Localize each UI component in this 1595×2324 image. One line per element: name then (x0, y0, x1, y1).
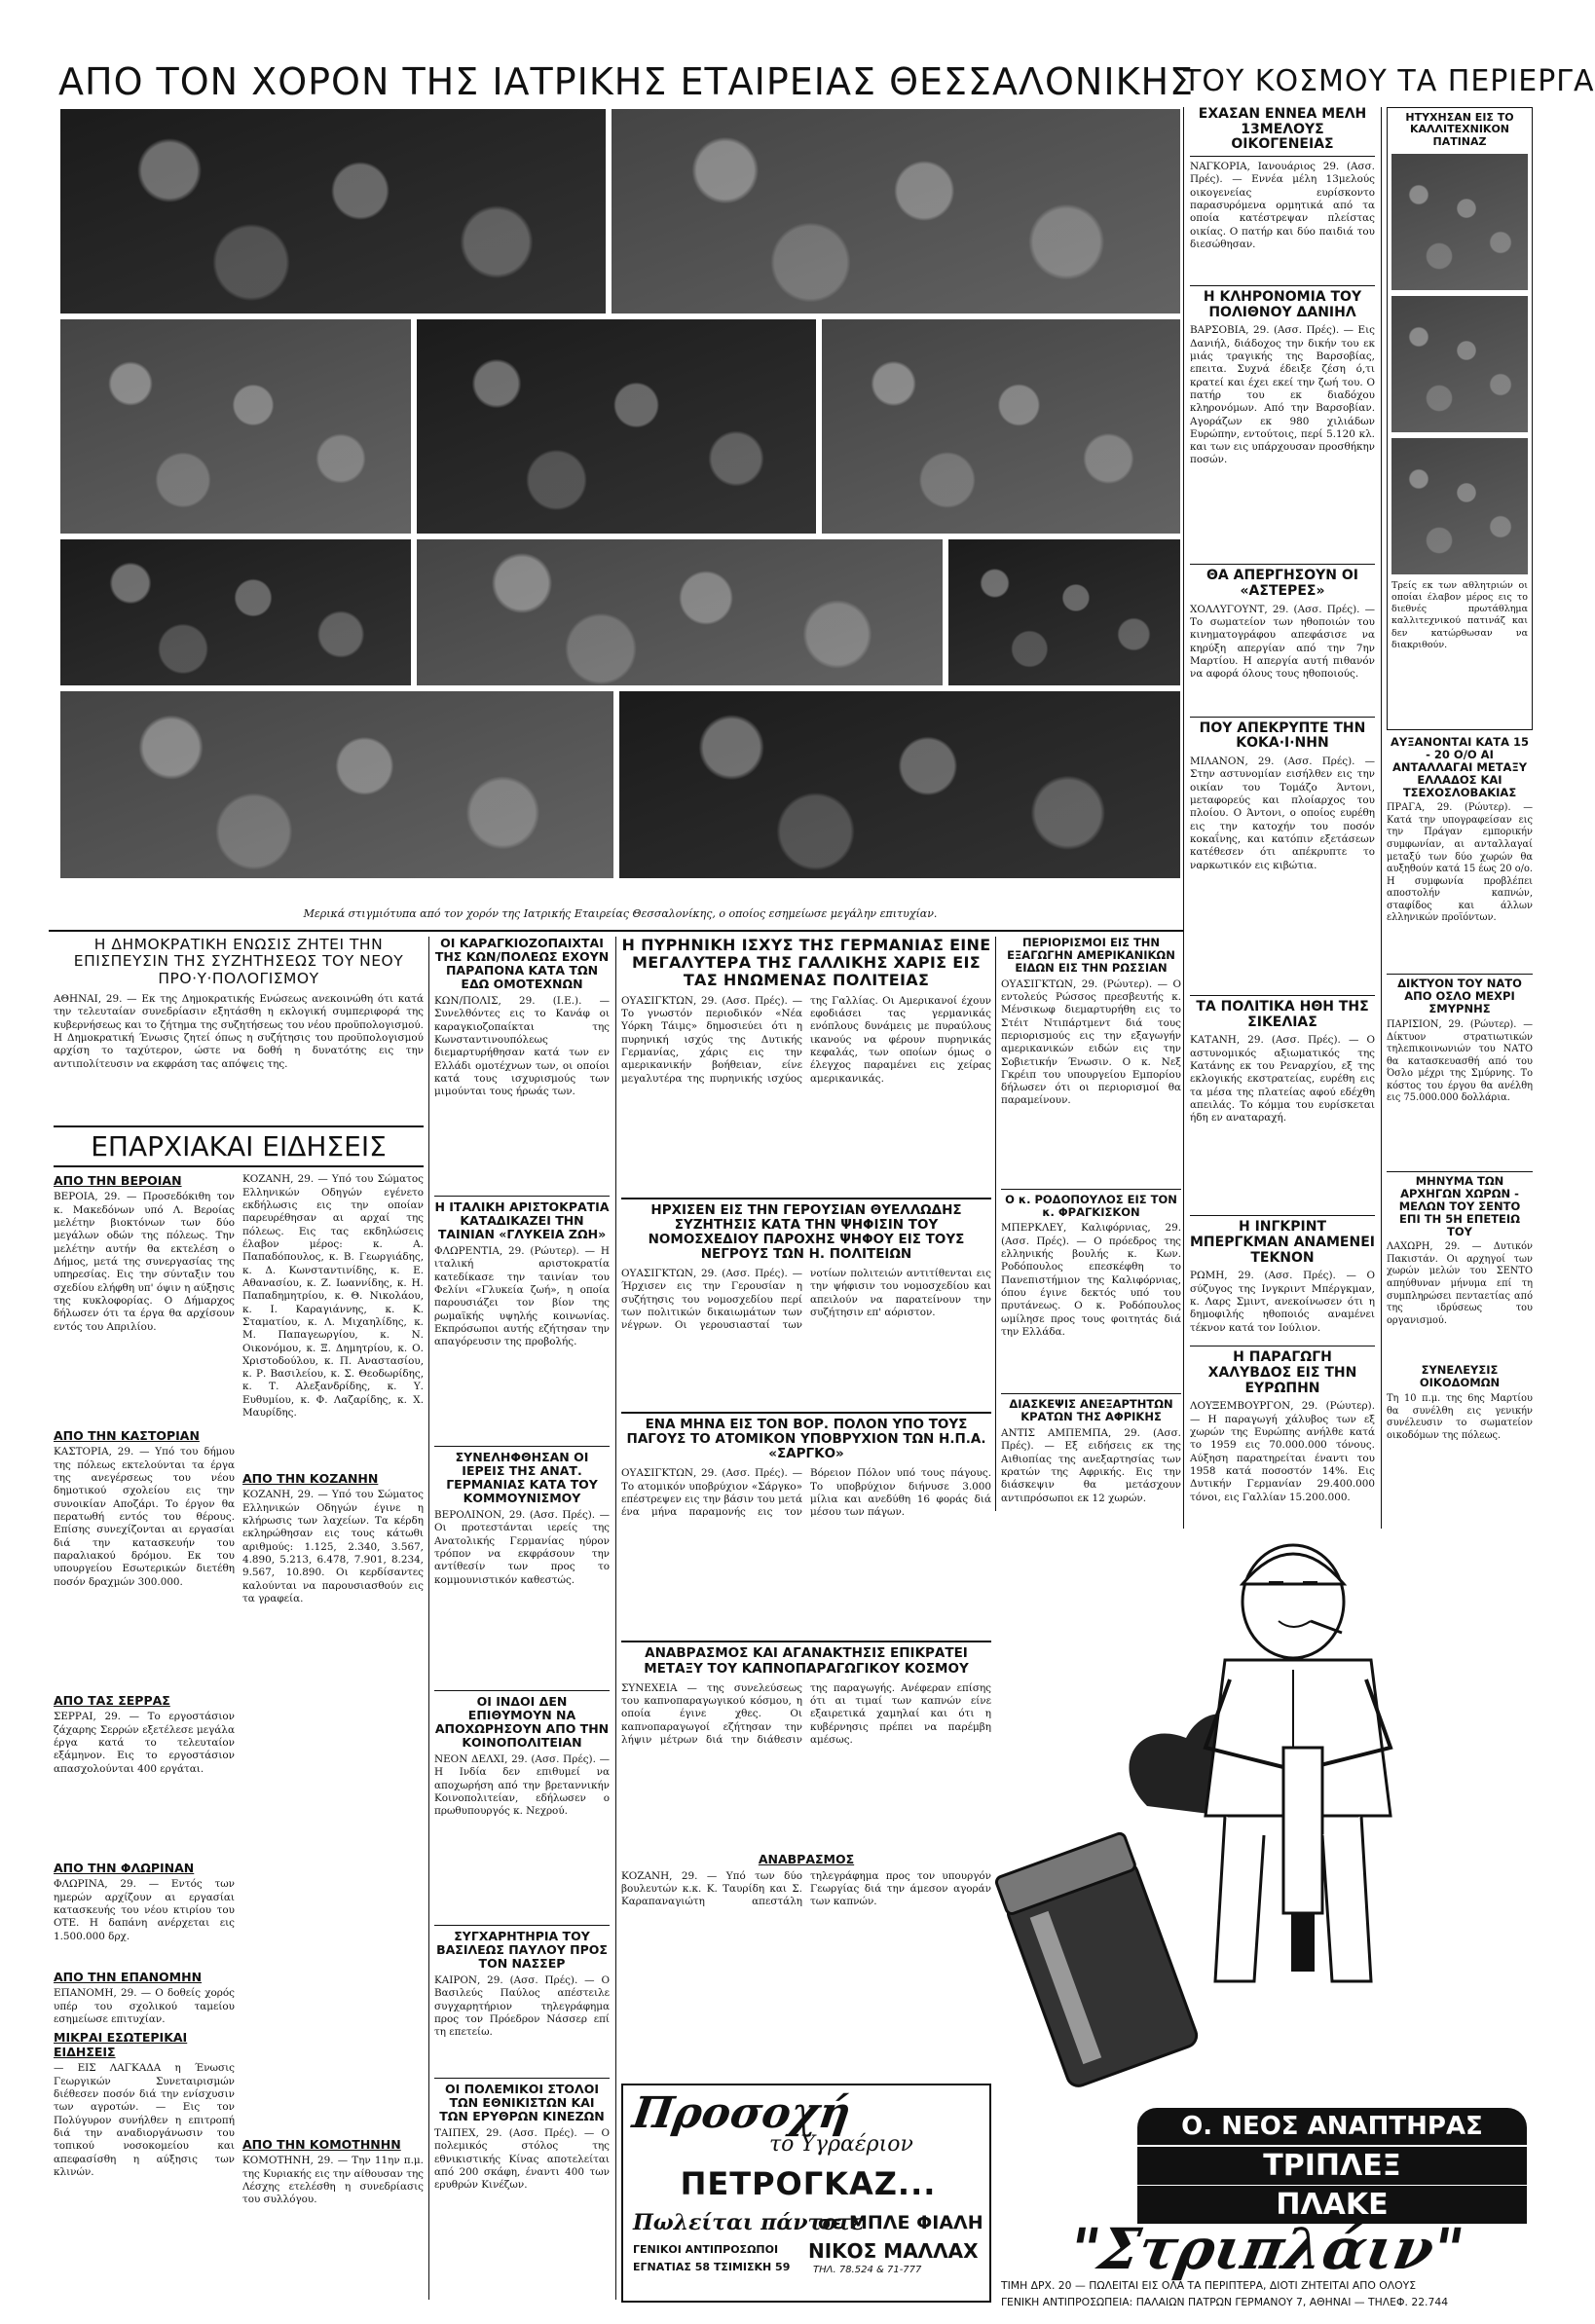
headline: ΗΡΧΙΣΕΝ ΕΙΣ ΤΗΝ ΓΕΡΟΥΣΙΑΝ ΘΥΕΛΛΩΔΗΣ ΣΥΖΗΤΗΣΙΣ ΚΑΤΑ ΤΗΝ ΨΗΦΙΣΙΝ ΤΟΥ ΝΟΜΟΣΧΕΔΙΟΥ ΠΑΡΟΧΗΣ ΨΗΦΟΥ ΕΙΣ ΤΟΥΣ ΝΕΓΡΟΥΣ ΤΩΝ Η. ΠΟΛΙΤΕΙΩΝ (621, 1198, 991, 1262)
photo-collage (60, 109, 1180, 888)
headline: ΘΑ ΑΠΕΡΓΗΣΟΥΝ ΟΙ «ΑΣΤΕΡΕΣ» (1190, 564, 1375, 599)
column-divider (995, 937, 996, 1511)
photo-caption: Μερικά στιγμιότυπα από τον χορόν της Ιατρικής Εταιρείας Θεσσαλονίκης, ο οποίος εσημείωσε μεγάλην επιτυχίαν. (303, 907, 938, 920)
subsection-title: ΑΠΟ ΤΗΝ ΦΛΩΡΙΝΑΝ (54, 1861, 195, 1876)
photo-dance-1 (60, 109, 606, 314)
ad-script-heading: Προσοχή (629, 2088, 854, 2138)
article-text: ΝΑΓΚΟΡΙΑ, Ιανουάριος 29. (Ασσ. Πρές). — Εννέα μέλη 13μελούς οικογενείας ευρίσκοντο παρασυρόμενα ορμητικά από τα οποία κατέστρεψαν πλείστας οικίας. Ο πατήρ και δύο παιδιά του διεσώθησαν. (1190, 161, 1375, 250)
article-text: ΚΟΖΑΝΗ, 29. — Υπό του Σώματος Ελληνικών Οδηγών έγινε η κλήρωσις των λαχείων. Τα κέρδη εκληρώθησαν εις τους κάτωθι αριθμούς: 1.125, 2.340, 3.567, 4.890, 5.213, 6.478, 7.901, 8.234, 9.567, 10.890. Οι κερδίσαντες καλούνται να παρουσιασθούν εις τα γραφεία. (242, 1489, 424, 1605)
headline: ΕΝΑ ΜΗΝΑ ΕΙΣ ΤΟΝ ΒΟΡ. ΠΟΛΟΝ ΥΠΟ ΤΟΥΣ ΠΑΓΟΥΣ ΤΟ ΑΤΟΜΙΚΟΝ ΥΠΟΒΡΥΧΙΟΝ ΤΩΝ Η.Π.Α. «ΣΑΡΓΚΟ» (621, 1412, 991, 1461)
headline: ΠΟΥ ΑΠΕΚΡΥΠΤΕ ΤΗΝ ΚΟΚΑ·Ι·ΝΗΝ (1190, 717, 1375, 752)
photo-caption: Τρείς εκ των αθλητριών οι οποίαι έλαβον μέρος εις το διεθνές πρωτάθλημα καλλιτεχνικού πατινάζ και δεν κατώρθωσαν να διακριθούν. (1391, 579, 1528, 650)
article-text: ΦΛΩΡΙΝΑ, 29. — Εντός των ημερών αρχίζουν αι εργασίαι κατασκευής του νέου κτιρίου του ΟΤΕ. Η δαπάνη ανέρχεται εις 1.500.000 δρχ. (54, 1878, 235, 1942)
article-text: ΤΑΙΠΕΧ, 29. (Ασσ. Πρές). — Ο πολεμικός στόλος της εθνικιστικής Κίνας αποτελείται από 200 σκάφη, έναντι 400 των ερυθρών Κινέζων. (434, 2127, 610, 2192)
article-text: ΒΑΡΣΟΒΙΑ, 29. (Ασσ. Πρές). — Εις Δανιήλ, διάδοχος την δικήν του εκ μιάς τραγικής της Βαρσοβίας, επειτα. Συχνά έδειξε ζέση ό,τι κρατεί και έχει εκεί την ζωή του. Ο πατήρ του εκ διαδόχου κληρονόμων. Από την Βαρσοβίαν. Αγοράζων εκ 980 χιλιάδων Ευρώπην, εντούτοις, περί 5.120 κλ. και των εις υπάρχουσαν προσθήκην ποσών. (1190, 324, 1375, 466)
column-divider (615, 937, 616, 2300)
headline: ΤΑ ΠΟΛΙΤΙΚΑ ΗΘΗ ΤΗΣ ΣΙΚΕΛΙΑΣ (1190, 995, 1375, 1030)
headline: ΟΙ ΙΝΔΟΙ ΔΕΝ ΕΠΙΘΥΜΟΥΝ ΝΑ ΑΠΟΧΩΡΗΣΟΥΝ ΑΠΟ ΤΗΝ ΚΟΙΝΟΠΟΛΙΤΕΙΑΝ (434, 1690, 610, 1750)
skating-box (1387, 107, 1533, 730)
photo-dance-4 (417, 319, 816, 534)
column-4 (621, 937, 991, 2076)
subsection-title: ΑΠΟ ΤΗΝ ΕΠΑΝΟΜΗΝ (54, 1970, 203, 1985)
article-text: ΜΠΕΡΚΛΕΥ, Καλιφόρνιας, 29. (Ασσ. Πρές). — Ο πρόεδρος της ελληνικής βουλής κ. Κων. Ροδόπουλος επεσκέφθη το Πανεπιστήμιον της Καλιφόρνιας, όπου έγινε δεκτός υπό του πρυτάνεως. Ο κ. Ροδόπουλος ωμίλησε προς τους φοιτητάς διά την Ελλάδα. (1001, 1222, 1181, 1338)
ad-script-sub: το Υγραέριον (769, 2132, 913, 2157)
lighter-illustration (1001, 1524, 1532, 2069)
ad-line: Πωλείται πάντοτε (633, 2210, 865, 2235)
article-text: ΚΑΙΡΟΝ, 29. (Ασσ. Πρές). — Ο Βασιλεύς Παύλος απέστειλε συγχαρητήριον τηλεγράφημα προς τον Πρόεδρον Νάσσερ επί τη επετείω. (434, 1974, 610, 2039)
article-text: ΟΥΑΣΙΓΚΤΩΝ, 29. (Ασσ. Πρές). — Ήρχισεν εις την Γερουσίαν η συζήτησις του νομοσχεδίου περί των πολιτικών δικαιωμάτων των νέγρων. Οι γερουσιασταί των νοτίων πολιτειών αντιτίθενται εις την ψήφισιν του νομοσχεδίου και απειλούν να παρατείνουν την συζήτησιν επ' αόριστον. (621, 1268, 991, 1332)
headline: ΣΥΝΕΛΗΦΘΗΣΑΝ ΟΙ ΙΕΡΕΙΣ ΤΗΣ ΑΝΑΤ. ΓΕΡΜΑΝΙΑΣ ΚΑΤΑ ΤΟΥ ΚΟΜΜΟΥΝΙΣΜΟΥ (434, 1446, 610, 1505)
photo-skater-1 (1391, 154, 1528, 290)
article-text: ΣΕΡΡΑΙ, 29. — Το εργοστάσιον ζάχαρης Σερρών εξετέλεσε μεγάλα έργα κατά το τελευταίον εξάμηνον. Εις το εργοστάσιον απασχολούνται 400 εργάται. (54, 1711, 235, 1775)
article-text: ΟΥΑΣΙΓΚΤΩΝ, 29. (Ασσ. Πρές). — Το ατομικόν υποβρύχιον «Σάργκο» επέστρεψεν εις την βάσιν του μετά ένα μήνα παραμονής εις τον Βόρειον Πόλον υπό τους πάγους. Το υποβρύχιον διήνυσε 3.000 μίλια και ανεδύθη 16 φοράς διά μέσου των πάγων. (621, 1467, 991, 1519)
subsection-title: ΑΝΑΒΡΑΣΜΟΣ (758, 1851, 855, 1866)
article-text: ΑΘΗΝΑΙ, 29. — Εκ της Δημοκρατικής Ενώσεως ανεκοινώθη ότι κατά την τελευταίαν συνεδρίασιν εξητάσθη η εκλογική συμπεριφορά της κυβερνήσεως και το ζήτημα της συζητήσεως του νέου προϋπολογισμού. Η Δημοκρατική Ένωσις ζητεί όπως η συζήτησις του προϋπολογισμού αρχίση το ταχύτερον, ώστε να δοθή η δυνατότης εις την αντιπολίτευσιν να εκφράση τας απόψεις της. (54, 993, 424, 1070)
column-divider (1183, 107, 1184, 1529)
subsection-title: ΑΠΟ ΤΑΣ ΣΕΡΡΑΣ (54, 1693, 170, 1709)
article-text: ΚΟΜΟΤΗΝΗ, 29. — Την 11ην π.μ. της Κυριακής εις την αίθουσαν της Λέσχης ετελέσθη η συνεδρίασις του συλλόγου. (242, 2155, 424, 2206)
article-text: ΝΕΟΝ ΔΕΛΧΙ, 29. (Ασσ. Πρές). — Η Ινδία δεν επιθυμεί να αποχωρήση από την βρεταννικήν Κοινοπολιτείαν, εδήλωσεν ο πρωθυπουργός κ. Νεχρού. (434, 1753, 610, 1818)
ad-agent-name: ΝΙΚΟΣ ΜΑΛΛΑΧ (808, 2239, 979, 2263)
headline: Η ΠΥΡΗΝΙΚΗ ΙΣΧΥΣ ΤΗΣ ΓΕΡΜΑΝΙΑΣ ΕΙΝΕ ΜΕΓΑΛΥΤΕΡΑ ΤΗΣ ΓΑΛΛΙΚΗΣ ΧΑΡΙΣ ΕΙΣ ΤΑΣ ΗΝΩΜΕΝΑΣ ΠΟΛΙΤΕΙΑΣ (621, 936, 991, 989)
article-text: ΛΑΧΩΡΗ, 29. — Δυτικόν Πακιστάν. Οι αρχηγοί των χωρών μελών του ΣΕΝΤΟ απηύθυναν μήνυμα επί τη συμπληρώσει πενταετίας από της ιδρύσεως του οργανισμού. (1387, 1241, 1533, 1326)
ad-brand: ΠΕΤΡΟΓΚΑΖ... (680, 2165, 937, 2202)
headline: ΑΥΞΑΝΟΝΤΑΙ ΚΑΤΑ 15 - 20 Ο/Ο ΑΙ ΑΝΤΑΛΛΑΓΑΙ ΜΕΤΑΞΥ ΕΛΛΑΔΟΣ ΚΑΙ ΤΣΕΧΟΣΛΟΒΑΚΙΑΣ (1390, 735, 1529, 799)
headline: ΔΙΑΣΚΕΨΙΣ ΑΝΕΞΑΡΤΗΤΩΝ ΚΡΑΤΩΝ ΤΗΣ ΑΦΡΙΚΗΣ (1001, 1393, 1181, 1423)
article-text: ΡΩΜΗ, 29. (Ασσ. Πρές). — Ο σύζυγος της Ινγκριντ Μπέργκμαν, κ. Λαρς Σμιντ, ανεκοίνωσεν ότι η δημοφιλής ηθοποιός αναμένει τέκνον κατά τον Ιούλιον. (1190, 1270, 1375, 1334)
page-banner: ΑΠΟ ΤΟΝ ΧΟΡΟΝ ΤΗΣ ΙΑΤΡΙΚΗΣ ΕΤΑΙΡΕΙΑΣ ΘΕΣΣΑΛΟΝΙΚΗΣ (58, 60, 1195, 103)
petrogaz-advertisement (621, 2084, 991, 2303)
subsection-title: ΑΠΟ ΤΗΝ ΚΑΣΤΟΡΙΑΝ (54, 1428, 200, 1444)
photo-table-1 (60, 539, 411, 685)
headline: ΣΥΝΕΛΕΥΣΙΣ ΟΙΚΟΔΟΜΩΝ (1419, 1363, 1501, 1390)
column-1 (54, 937, 424, 2300)
photo-table-5 (619, 691, 1180, 878)
ad-brand: "Στριπλάιν" (1063, 2216, 1469, 2282)
article-text: ΦΛΩΡΕΝΤΙΑ, 29. (Ρώυτερ). — Η ιταλική αριστοκρατία κατεδίκασε την ταινίαν του Φελίνι «Γλυκεία ζωή», η οποία παρουσιάζει τον βίον της ρωμαϊκής υψηλής κοινωνίας. Εκπρόσωποι αυτής εζήτησαν την απαγόρευσιν της προβολής. (434, 1245, 610, 1348)
headline: ΟΙ ΚΑΡΑΓΚΙΟΖΟΠΑΙΧΤΑΙ ΤΗΣ ΚΩΝ/ΠΟΛΕΩΣ ΕΧΟΥΝ ΠΑΡΑΠΟΝΑ ΚΑΤΑ ΤΩΝ ΕΔΩ ΟΜΟΤΕΧΝΩΝ (434, 936, 610, 991)
article-text: ΚΟΖΑΝΗ, 29. — Υπό των δύο βουλευτών κ.κ. Κ. Ταυρίδη και Σ. Καραπαναγιώτη απεστάλη τηλεγράφημα προς τον υπουργόν Γεωργίας διά την άμεσον αγοράν των καπνών. (621, 1869, 991, 1908)
photo-skater-3 (1391, 438, 1528, 574)
photo-skater-2 (1391, 296, 1528, 432)
photo-table-3 (948, 539, 1180, 685)
article-text: ΕΠΑΝΟΜΗ, 29. — Ο δοθείς χορός υπέρ του σχολικού ταμείου εσημείωσε επιτυχίαν. (54, 1987, 235, 2026)
headline: Η ΔΗΜΟΚΡΑΤΙΚΗ ΕΝΩΣΙΣ ΖΗΤΕΙ ΤΗΝ ΕΠΙΣΠΕΥΣΙΝ ΤΗΣ ΣΥΖΗΤΗΣΕΩΣ ΤΟΥ ΝΕΟΥ ΠΡΟ·Υ·ΠΟΛΟΓΙΣΜΟΥ (73, 936, 404, 987)
article-text: ΚΑΣΤΟΡΙΑ, 29. — Υπό του δήμου της πόλεως εκτελούνται τα έργα της ανεγέρσεως του νέου δημοτικού σχολείου εις την συνοικίαν Αποζάρι. Το έργον θα περατωθή εντός του θέρους. Επίσης συνεχίζονται αι εργασίαι διά την κατασκευήν του παραλιακού δρόμου. Εκ του υπουργείου Εσωτερικών διετέθη ποσόν δραχμών 300.000. (54, 1446, 235, 1588)
photo-table-2 (417, 539, 943, 685)
ad-line: ΤΡΙΠΛΕΞ (1137, 2147, 1527, 2185)
headline: Η ΙΝΓΚΡΙΝΤ ΜΠΕΡΓΚΜΑΝ ΑΝΑΜΕΝΕΙ ΤΕΚΝΟΝ (1190, 1215, 1375, 1266)
photo-dance-3 (60, 319, 411, 534)
article-text: ΚΟΖΑΝΗ, 29. — Υπό του Σώματος Ελληνικών Οδηγών εγένετο εκδήλωσις εις την οποίαν παρευρέθησαν αι αρχαί της πόλεως. Εις τας εκδηλώσεις έλαβον μέρος: κ. Α. Παπαδόπουλος, κ. Β. Γεωργιάδης, κ. Δ. Κωνσταντινίδης, κ. Ε. Αθανασίου, κ. Ζ. Ιωαννίδης, κ. Η. Παπαδημητρίου, κ. Θ. Νικολάου, κ. Ι. Καραγιάννης, κ. Κ. Σταματίου, κ. Λ. Μιχαηλίδης, κ. Μ. Παπαγεωργίου, κ. Ν. Οικονόμου, κ. Ξ. Δημητρίου, κ. Ο. Χριστοδούλου, κ. Π. Αναστασίου, κ. Ρ. Βασιλείου, κ. Σ. Θεοδωρίδης, κ. Τ. Αλεξανδρίδης, κ. Υ. Ευθυμίου, κ. Φ. Λαζαρίδης, κ. Χ. Μαυρίδης. (242, 1173, 424, 1420)
right-news-column (1190, 107, 1375, 1529)
article-text: ΟΥΑΣΙΓΚΤΩΝ, 29. (Ρώυτερ). — Ο εντολεύς Ρώσσος πρεσβευτής κ. Μένσικωφ διεμαρτυρήθη εις το Στέιτ Ντιπάρτμεντ διά τους περιορισμούς εις την εξαγωγήν αμερικανικών ειδών εις την Σοβιετικήν Ένωσιν. Ο κ. Νεξ Γκρέιπ του υπουργείου Εμπορίου δήλωσεν ότι οι περιορισμοί θα παραμείνουν. (1001, 978, 1181, 1107)
headline: ΔΙΚΤΥΟΝ ΤΟΥ ΝΑΤΟ ΑΠΟ ΟΣΛΟ ΜΕΧΡΙ ΣΜΥΡΝΗΣ (1387, 974, 1533, 1015)
article-text: ΒΕΡΟΛΙΝΟΝ, 29. (Ασσ. Πρές). — Οι προτεστάνται ιερείς της Ανατολικής Γερμανίας ηύρον τρόπον να εκφράσουν την αντίθεσίν των προς το κομμουνιστικόν καθεστώς. (434, 1509, 610, 1586)
column-divider (1381, 107, 1382, 1529)
article-text: ΚΑΤΑΝΗ, 29. (Ασσ. Πρές). — Ο αστυνομικός αξιωματικός της Κατάνης εκ του Ρεναρχίου, εξ της εκλογικής εκστρατείας, ευρέθη εις τα μέσα της πλατείας αφού εδέχθη απειλάς. Το κόμμα του ευρίσκεται ήδη εν αναταραχή. (1190, 1034, 1375, 1125)
ad-agency: ΓΕΝΙΚΗ ΑΝΤΙΠΡΟΣΩΠΕΙΑ: ΠΑΛΑΙΩΝ ΠΑΤΡΩΝ ΓΕΡΜΑΝΟΥ 7, ΑΘΗΝΑΙ — ΤΗΛΕΦ. 22.744 (1001, 2296, 1449, 2308)
section-divider (49, 930, 1183, 932)
striplex-advertisement (1001, 1524, 1532, 2303)
headline: ΗΤΥΧΗΣΑΝ ΕΙΣ ΤΟ ΚΑΛΛΙΤΕΧΝΙΚΟΝ ΠΑΤΙΝΑΖ (1405, 111, 1514, 148)
subsection-title: ΜΙΚΡΑΙ ΕΣΩΤΕΡΙΚΑΙ ΕΙΔΗΣΕΙΣ (54, 2030, 188, 2060)
headline: Η ΚΛΗΡΟΝΟΜΙΑ ΤΟΥ ΠΟΛΙΘΝΟΥ ΔΑΝΙΗΛ (1190, 285, 1375, 320)
section-banner-right: ΤΟΥ ΚΟΣΜΟΥ ΤΑ ΠΕΡΙΕΡΓΑ (1183, 64, 1595, 98)
headline: ΠΕΡΙΟΡΙΣΜΟΙ ΕΙΣ ΤΗΝ ΕΞΑΓΩΓΗΝ ΑΜΕΡΙΚΑΝΙΚΩΝ ΕΙΔΩΝ ΕΙΣ ΤΗΝ ΡΩΣΣΙΑΝ (1007, 936, 1175, 975)
subsection-title: ΑΠΟ ΤΗΝ ΚΟΜΟΤΗΝΗΝ (242, 2137, 401, 2153)
ad-line: ΠΛΑΚΕ (1137, 2186, 1527, 2224)
subsection-title: ΑΠΟ ΤΗΝ ΒΕΡΟΙΑΝ (54, 1173, 182, 1189)
photo-dance-2 (612, 109, 1180, 314)
ad-address: ΕΓΝΑΤΙΑΣ 58 ΤΣΙΜΙΣΚΗ 59 (633, 2261, 791, 2273)
article-text: ΧΟΛΛΥΓΟΥΝΤ, 29. (Ασσ. Πρές). — Το σωματείον των ηθοποιών του κινηματογράφου απεφάσισε να κηρύξη απεργίαν από την 7ην Μαρτίου. Η απεργία αυτή πιθανόν να αφορά όλους τους ηθοποιούς. (1190, 603, 1375, 681)
article-text: Τη 10 π.μ. της 6ης Μαρτίου θα συνέλθη εις γενικήν συνέλευσιν το σωματείον οικοδόμων της πόλεως. (1387, 1393, 1533, 1441)
headline: ΣΥΓΧΑΡΗΤΗΡΙΑ ΤΟΥ ΒΑΣΙΛΕΩΣ ΠΑΥΛΟΥ ΠΡΟΣ ΤΟΝ ΝΑΣΣΕΡ (434, 1925, 610, 1971)
column-5 (1001, 937, 1181, 1511)
headline: Ο κ. ΡΟΔΟΠΟΥΛΟΣ ΕΙΣ ΤΟΝ κ. ΦΡΑΓΚΙΣΚΟΝ (1001, 1189, 1181, 1219)
ad-line: σε ΜΠΛΕ ΦΙΑΛΗ (818, 2212, 983, 2233)
photo-table-4 (60, 691, 613, 878)
article-text: ΑΝΤΙΣ ΑΜΠΕΜΠΑ, 29. (Ασσ. Πρές). — Εξ ειδήσεις εκ της Αιθιοπίας της ανεξαρτησίας των κρατών της Αφρικής. Εις την διάσκεψιν θα μετάσχουν αντιπρόσωποι εκ 12 χωρών. (1001, 1427, 1181, 1504)
headline: Η ΠΑΡΑΓΩΓΗ ΧΑΛΥΒΔΟΣ ΕΙΣ ΤΗΝ ΕΥΡΩΠΗΝ (1190, 1346, 1375, 1396)
headline: Η ΙΤΑΛΙΚΗ ΑΡΙΣΤΟΚΡΑΤΙΑ ΚΑΤΑΔΙΚΑΖΕΙ ΤΗΝ ΤΑΙΝΙΑΝ «ΓΛΥΚΕΙΑ ΖΩΗ» (434, 1196, 610, 1241)
section-title: ΕΠΑΡΧΙΑΚΑΙ ΕΙΔΗΣΕΙΣ (54, 1125, 424, 1167)
headline: ΟΙ ΠΟΛΕΜΙΚΟΙ ΣΤΟΛΟΙ ΤΩΝ ΕΘΝΙΚΙΣΤΩΝ ΚΑΙ ΤΩΝ ΕΡΥΘΡΩΝ ΚΙΝΕΖΩΝ (434, 2078, 610, 2123)
article-text: ΚΩΝ/ΠΟΛΙΣ, 29. (Ι.Ε.). — Συνελθόντες εις το Κανάφ οι καραγκιοζοπαίκται της Κωνσταντινουπόλεως διεμαρτυρήθησαν κατά των εν Ελλάδι ομοτέχνων των, οι οποίοι κατά τους ισχυρισμούς των μιμούνται τους ήρωάς των. (434, 995, 610, 1098)
far-right-column (1387, 107, 1533, 1529)
article-text: ΠΡΑΓΑ, 29. (Ρώυτερ). — Κατά την υπογραφείσαν εις την Πράγαν εμπορικήν συμφωνίαν, αι ανταλλαγαί μεταξύ των δύο χωρών θα αυξηθούν κατά 15 έως 20 ο/ο. Η συμφωνία προβλέπει αποστολήν καπνών, σταφίδος και άλλων ελληνικών προϊόντων. (1387, 802, 1533, 924)
ad-price: ΤΙΜΗ ΔΡΧ. 20 — ΠΩΛΕΙΤΑΙ ΕΙΣ ΟΛΑ ΤΑ ΠΕΡΙΠΤΕΡΑ, ΔΙΟΤΙ ΖΗΤΕΙΤΑΙ ΑΠΟ ΟΛΟΥΣ (1001, 2279, 1417, 2292)
article-text: ΜΙΛΑΝΟΝ, 29. (Ασσ. Πρές). — Στην αστυνομίαν εισήλθεν εις την οικίαν του Τομάζο Άντονι, μεταφορεύς και πλοίαρχος του πλοίου. Ο Άντονι, ο οποίος ευρέθη εις την κατοχήν του ποσόν κοκαΐνης, και κατόπιν εξετάσεων κατέθεσεν ότι απέκρυπτε το ναρκωτικόν εις κιβώτια. (1190, 756, 1375, 871)
column-2 (434, 937, 610, 2300)
article-text: ΒΕΡΟΙΑ, 29. — Προσεδόκιθη τον κ. Μακεδόνων υπό Λ. Βεροίας μελέτην βιοκτόνων των δύο μεγάλων οδών της πόλεως. Την μελέτην αυτήν θα εκτελέση ο Δήμος, μετά της συνεργασίας της υπηρεσίας. Εις την σύνταξιν του σχεδίου ελήφθη υπ' όψιν η αύξησις της κυκλοφορίας. Ο Δήμαρχος δήλωσεν ότι τα έργα θα αρχίσουν εντός του Απριλίου. (54, 1191, 235, 1333)
headline: ΕΧΑΣΑΝ ΕΝΝΕΑ ΜΕΛΗ 13ΜΕΛΟΥΣ ΟΙΚΟΓΕΝΕΙΑΣ (1190, 107, 1375, 157)
article-text: — ΕΙΣ ΛΑΓΚΑΔΑ η Ένωσις Γεωργικών Συνεταιρισμών διέθεσεν ποσόν διά την ενίσχυσιν των αγροτών. — Εις τον Πολύγυρον συνήλθεν η επιτροπή διά την αναδιοργάνωσιν του τοπικού νοσοκομείου και απεφασίσθη η αύξησις των κλινών. (54, 2062, 235, 2178)
ad-agent-label: ΓΕΝΙΚΟΙ ΑΝΤΙΠΡΟΣΩΠΟΙ (633, 2243, 779, 2256)
article-text: ΠΑΡΙΣΙΟΝ, 29. (Ρώυτερ). — Δίκτυον στρατιωτικών τηλεπικοινωνιών του ΝΑΤΟ θα κατασκευασθή από του Όσλο μέχρι της Σμύρνης. Το κόστος του έργου θα ανέλθη εις 75.000.000 δολλάρια. (1387, 1019, 1533, 1104)
photo-dance-5 (822, 319, 1180, 534)
ad-line: Ο. ΝΕΟΣ ΑΝΑΠΤΗΡΑΣ (1137, 2108, 1527, 2145)
article-text: ΛΟΥΞΕΜΒΟΥΡΓΟΝ, 29. (Ρώυτερ). — Η παραγωγή χάλυβος των εξ χωρών της Ευρώπης ανήλθε κατά το 1959 εις 70.000.000 τόνους. Αύξηση παρατηρείται έναντι του 1958 κατά ποσοστόν 14%. Εις Δυτικήν Γερμανίαν 29.400.000 τόνοι, εις Γαλλίαν 15.200.000. (1190, 1400, 1375, 1503)
subsection-title: ΑΠΟ ΤΗΝ ΚΟΖΑΝΗΝ (242, 1471, 379, 1487)
headline: ΜΗΝΥΜΑ ΤΩΝ ΑΡΧΗΓΩΝ ΧΩΡΩΝ - ΜΕΛΩΝ ΤΟΥ ΣΕΝΤΟ ΕΠΙ ΤΗ 5Η ΕΠΕΤΕΙΩ ΤΟΥ (1387, 1171, 1533, 1237)
ad-phone: ΤΗΛ. 78.524 & 71-777 (813, 2265, 922, 2275)
article-text: ΣΥΝΕΧΕΙΑ — της συνελεύσεως του καπνοπαραγωγικού κόσμου, η οποία έγινε χθες. Οι καπνοπαραγωγοί εζήτησαν την λήψιν μέτρων διά την διάθεσιν της παραγωγής. Ανέφεραν επίσης ότι αι τιμαί των καπνών είνε εξαιρετικά χαμηλαί και ότι η κυβέρνησις πρέπει να παρέμβη αμέσως. (621, 1681, 991, 1746)
article-text: ΟΥΑΣΙΓΚΤΩΝ, 29. (Ασσ. Πρές). — Το γνωστόν περιοδικόν «Νέα Υόρκη Τάιμς» δημοσιεύει ότι η πυρηνική ισχύς της Δυτικής Γερμανίας, χάρις εις την αμερικανικήν βοήθειαν, είνε μεγαλυτέρα της πυρηνικής ισχύος της Γαλλίας. Οι Αμερικανοί έχουν εφοδιάσει τας γερμανικάς ενόπλους δυνάμεις με πυραύλους ικανούς να φέρουν πυρηνικάς κεφαλάς, των οποίων όμως ο έλεγχος παραμένει εις χείρας αμερικανικάς. (621, 994, 991, 1085)
column-divider (428, 937, 429, 2300)
headline: ΑΝΑΒΡΑΣΜΟΣ ΚΑΙ ΑΓΑΝΑΚΤΗΣΙΣ ΕΠΙΚΡΑΤΕΙ ΜΕΤΑΞΥ ΤΟΥ ΚΑΠΝΟΠΑΡΑΓΩΓΙΚΟΥ ΚΟΣΜΟΥ (621, 1641, 991, 1676)
